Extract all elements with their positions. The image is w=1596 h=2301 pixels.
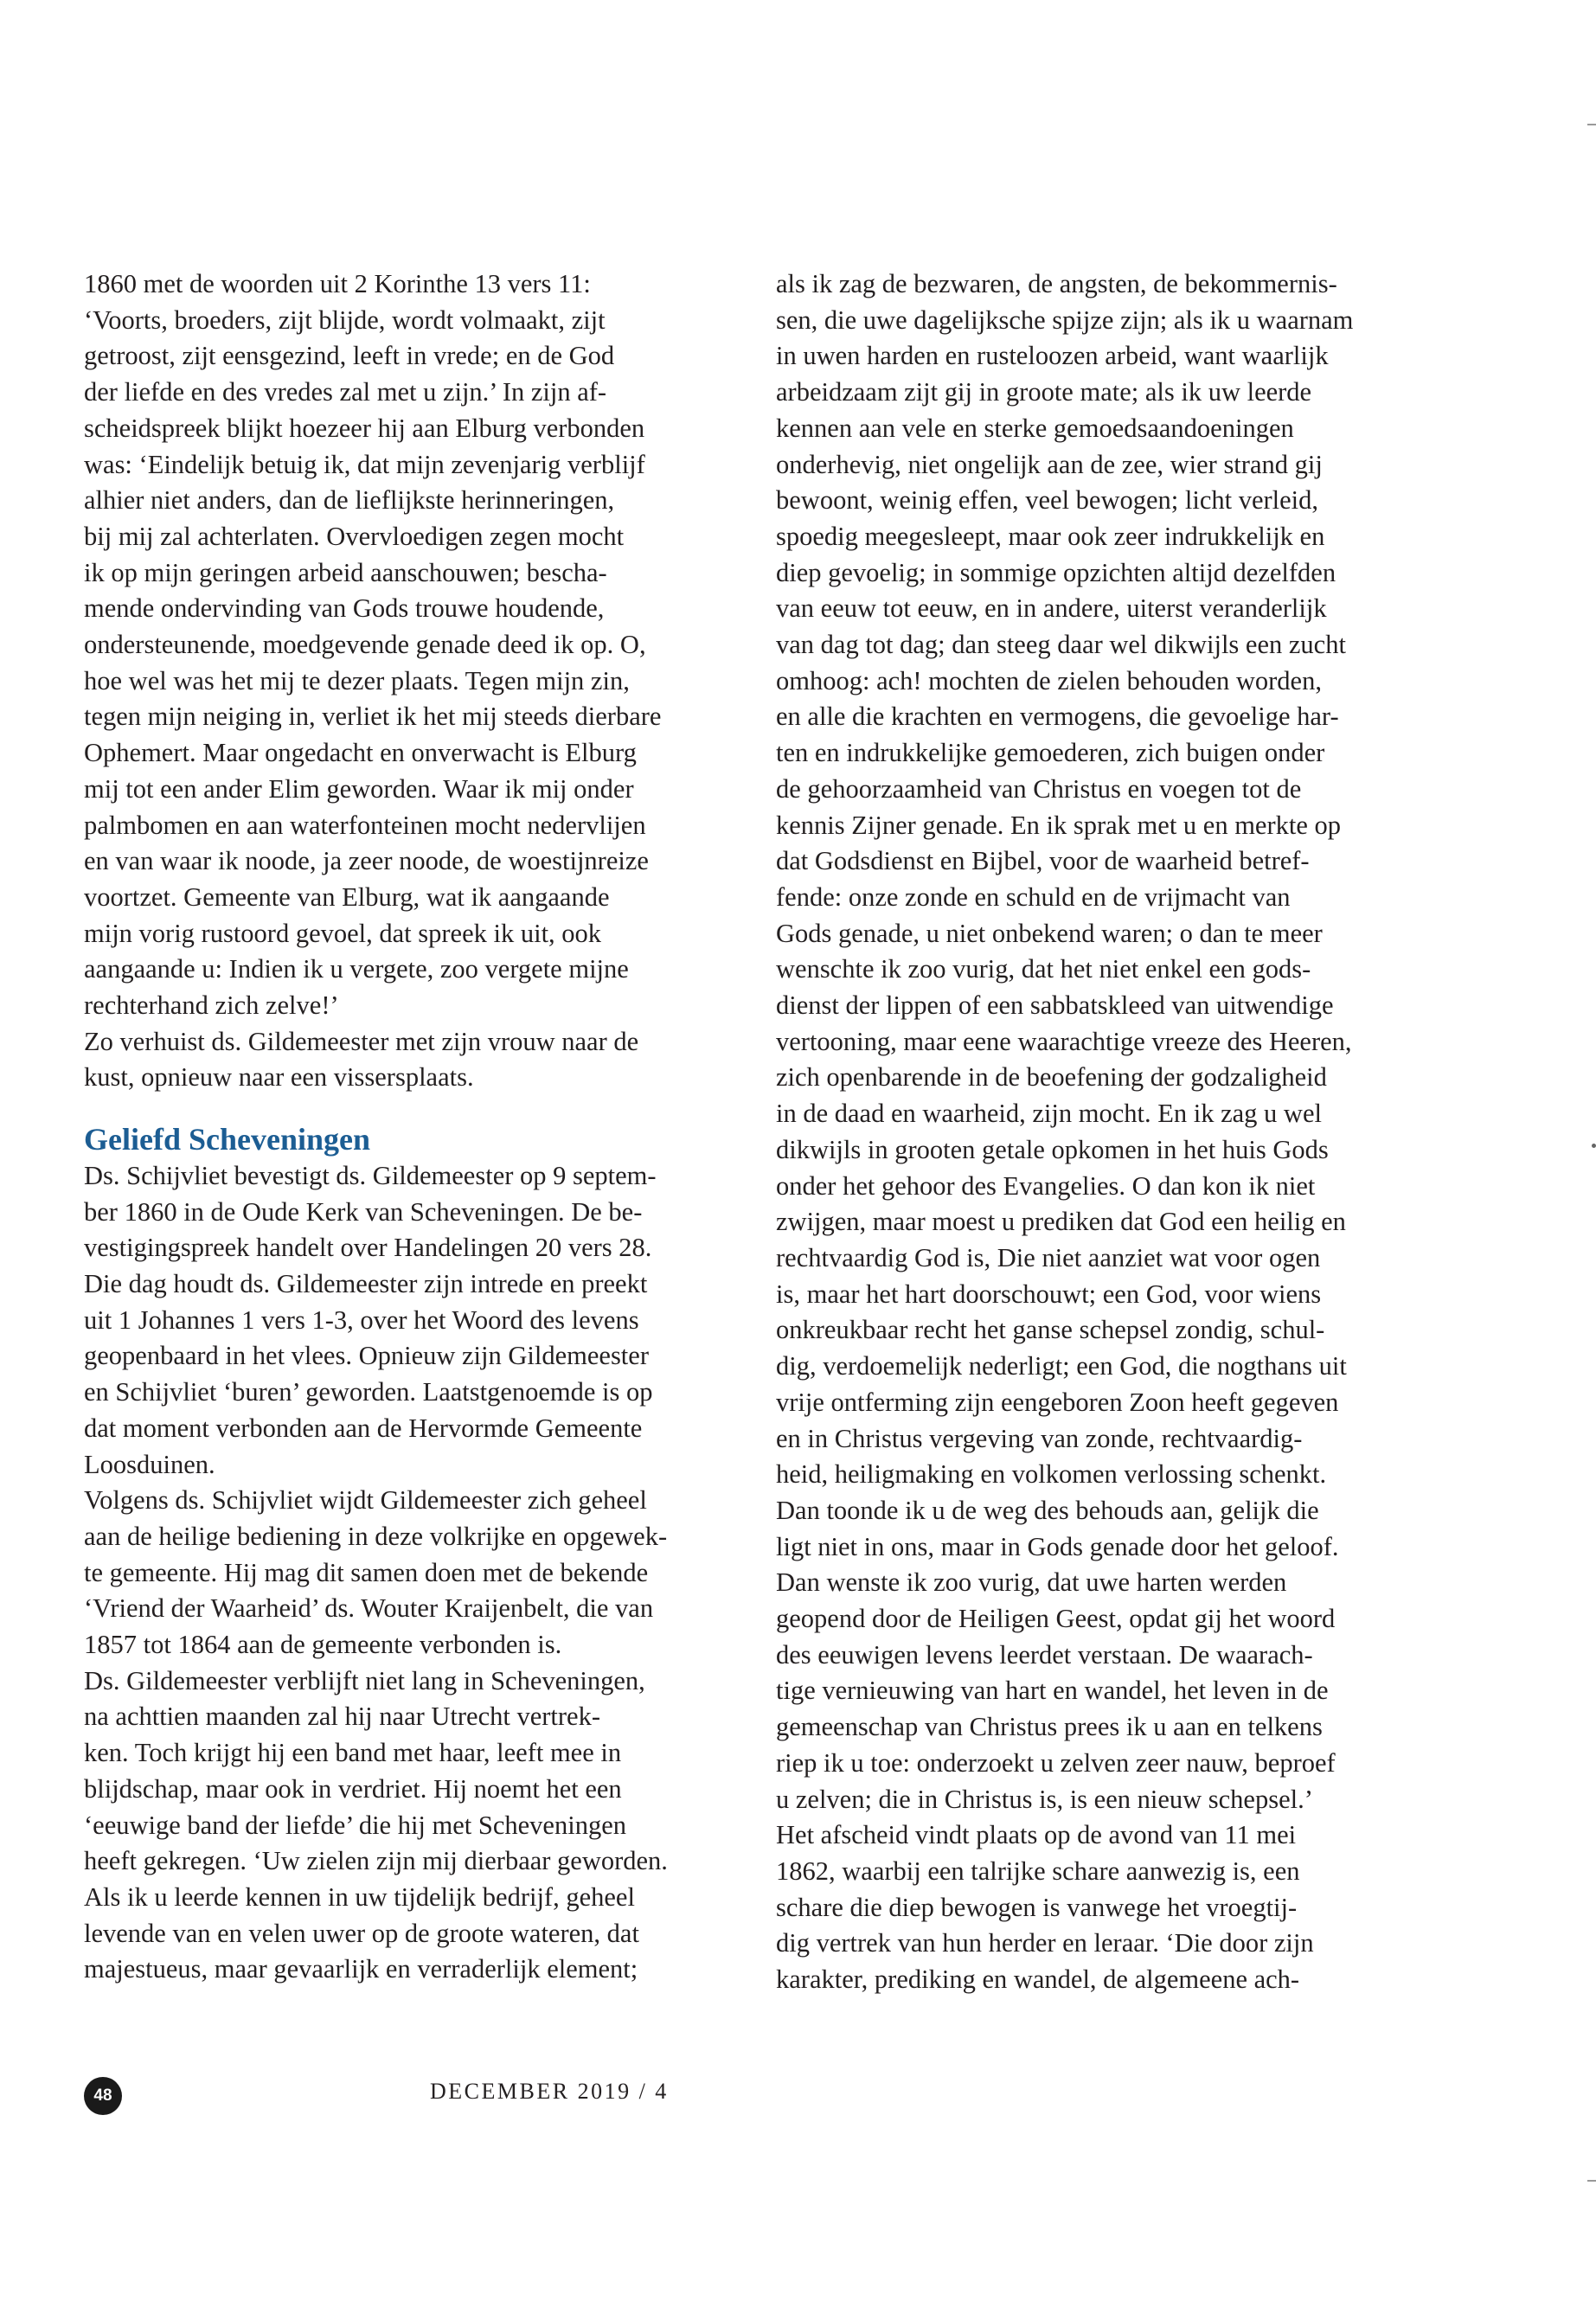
text-line: Dan wenste ik zoo vurig, dat uwe harten werden: [776, 1567, 1287, 1598]
paragraph-scheveningen: [84, 1158, 741, 1988]
text-line: rechtvaardig God is, Die niet aanziet wat voor ogen: [776, 1242, 1321, 1272]
text-line: tegen mijn neiging in, verliet ik het mij steeds dierbare: [84, 702, 662, 732]
text-line: bewoont, weinig effen, veel bewogen; licht verleid,: [776, 485, 1319, 516]
text-line: palmbomen en aan waterfonteinen mocht nedervlijen: [84, 810, 646, 840]
text-line: Zo verhuist ds. Gildemeester met zijn vrouw naar de: [84, 1026, 639, 1056]
text-line: uit 1 Johannes 1 vers 1-3, over het Woord des levens: [84, 1304, 639, 1335]
text-line: 1857 tot 1864 aan de gemeente verbonden is.: [84, 1630, 562, 1660]
text-line: u zelven; die in Christus is, is een nieuw schepsel.’: [776, 1784, 1313, 1814]
text-line: vestigingspreek handelt over Handelingen 20 vers 28.: [84, 1233, 652, 1263]
text-line: zich openbarende in de beoefening der godzaligheid: [776, 1062, 1327, 1093]
text-line: mijn vorig rustoord gevoel, dat spreek ik uit, ook: [84, 918, 602, 948]
text-line: is, maar het hart doorschouwt; een God, voor wiens: [776, 1279, 1322, 1309]
right-column: [776, 266, 1433, 1998]
text-line: mij tot een ander Elim geworden. Waar ik mij onder: [84, 773, 634, 804]
text-line: vertooning, maar eene waarachtige vreeze des Heeren,: [776, 1026, 1352, 1056]
text-line: en Schijvliet ‘buren’ geworden. Laatstgenoemde is op: [84, 1377, 653, 1407]
text-line: kennen aan vele en sterke gemoedsaandoeningen: [776, 413, 1294, 443]
text-line: levende van en velen uwer op de groote wateren, dat: [84, 1918, 639, 1948]
text-line: aan de heilige bediening in deze volkrijke en opgewek-: [84, 1521, 668, 1551]
text-line: dienst der lippen of een sabbatskleed van uitwendige: [776, 990, 1334, 1021]
page-number-badge: 48: [84, 2077, 122, 2115]
text-line: Ds. Gildemeester verblijft niet lang in Scheveningen,: [84, 1665, 645, 1695]
text-line: omhoog: ach! mochten de zielen behouden worden,: [776, 665, 1322, 695]
left-column: [84, 266, 741, 1988]
registration-dot: [1592, 1144, 1596, 1148]
text-line: Ds. Schijvliet bevestigt ds. Gildemeester op 9 septem-: [84, 1160, 657, 1190]
text-line: rechterhand zich zelve!’: [84, 990, 339, 1021]
text-line: onkreukbaar recht het ganse schepsel zondig, schul-: [776, 1315, 1325, 1345]
text-line: 1860 met de woorden uit 2 Korinthe 13 vers 11:: [84, 269, 591, 298]
text-line: arbeidzaam zijt gij in groote mate; als ik uw leerde: [776, 377, 1312, 407]
text-line: mende ondervinding van Gods trouwe houdende,: [84, 593, 605, 624]
text-line: in uwen harden en rusteloozen arbeid, want waarlijk: [776, 341, 1329, 371]
text-line: Dan toonde ik u de weg des behouds aan, gelijk die: [776, 1495, 1319, 1525]
text-line: de gehoorzaamheid van Christus en voegen tot de: [776, 773, 1302, 804]
text-line: in de daad en waarheid, zijn mocht. En ik zag u wel: [776, 1099, 1322, 1129]
text-line: als ik zag de bezwaren, de angsten, de bekommernis-: [776, 269, 1337, 298]
text-line: dikwijls in grooten getale opkomen in het huis Gods: [776, 1134, 1329, 1164]
text-line: dig vertrek van hun herder en leraar. ‘Die door zijn: [776, 1928, 1314, 1958]
text-line: ‘eeuwige band der liefde’ die hij met Scheveningen: [84, 1810, 626, 1840]
text-line: scheidspreek blijkt hoezeer hij aan Elburg verbonden: [84, 413, 645, 443]
crop-mark: [1587, 124, 1596, 125]
text-line: spoedig meegesleept, maar ook zeer indrukkelijk en: [776, 521, 1325, 551]
text-line: kust, opnieuw naar een vissersplaats.: [84, 1062, 474, 1093]
text-line: ondersteunende, moedgevende genade deed ik op. O,: [84, 630, 646, 660]
text-line: heid, heiligmaking en volkomen verlossing schenkt.: [776, 1459, 1327, 1490]
text-line: bij mij zal achterlaten. Overvloedigen zegen mocht: [84, 521, 625, 551]
paragraph-sermon-quote: [776, 266, 1433, 1998]
text-line: ik op mijn geringen arbeid aanschouwen; bescha-: [84, 557, 607, 587]
text-line: Die dag houdt ds. Gildemeester zijn intrede en preekt: [84, 1268, 648, 1298]
text-line: gemeenschap van Christus prees ik u aan en telkens: [776, 1712, 1323, 1742]
text-line: ber 1860 in de Oude Kerk van Scheveningen. De be-: [84, 1196, 643, 1227]
section-gap: [84, 1096, 741, 1122]
text-line: Loosduinen.: [84, 1449, 215, 1479]
text-line: dat Godsdienst en Bijbel, voor de waarheid betref-: [776, 846, 1310, 876]
text-line: ken. Toch krijgt hij een band met haar, leeft mee in: [84, 1738, 622, 1768]
text-line: te gemeente. Hij mag dit samen doen met de bekende: [84, 1557, 649, 1587]
text-line: en van waar ik noode, ja zeer noode, de woestijnreize: [84, 846, 649, 876]
text-line: en alle die krachten en vermogens, die gevoelige har-: [776, 702, 1339, 732]
text-line: zwijgen, maar moest u prediken dat God een heilig en: [776, 1207, 1346, 1237]
section-heading: Geliefd Scheveningen: [84, 1122, 370, 1157]
text-line: ligt niet in ons, maar in Gods genade door het geloof.: [776, 1531, 1339, 1561]
text-line: ten en indrukkelijke gemoederen, zich buigen onder: [776, 738, 1325, 768]
text-line: wenschte ik zoo vurig, dat het niet enkel een gods-: [776, 954, 1311, 984]
text-line: en in Christus vergeving van zonde, rechtvaardig-: [776, 1423, 1303, 1453]
text-line: geopenbaard in het vlees. Opnieuw zijn Gildemeester: [84, 1341, 649, 1371]
text-line: voortzet. Gemeente van Elburg, wat ik aangaande: [84, 881, 610, 912]
text-line: alhier niet anders, dan de lieflijkste herinneringen,: [84, 485, 615, 516]
text-line: tige vernieuwing van hart en wandel, het leven in de: [776, 1676, 1329, 1706]
text-line: van eeuw tot eeuw, en in andere, uiterst veranderlijk: [776, 593, 1327, 624]
text-line: riep ik u toe: onderzoekt u zelven zeer nauw, beproef: [776, 1747, 1336, 1778]
text-line: onderhevig, niet ongelijk aan de zee, wier strand gij: [776, 449, 1323, 479]
text-line: 1862, waarbij een talrijke schare aanwezig is, een: [776, 1856, 1300, 1886]
text-line: majestueus, maar gevaarlijk en verraderlijk element;: [84, 1954, 638, 1984]
text-line: getroost, zijt eensgezind, leeft in vrede; en de God: [84, 341, 615, 371]
paragraph-elburg-farewell: [84, 266, 741, 1096]
issue-label: DECEMBER 2019 / 4: [430, 2079, 669, 2104]
text-line: diep gevoelig; in sommige opzichten altijd dezelfden: [776, 557, 1336, 587]
text-line: Ophemert. Maar ongedacht en onverwacht is Elburg: [84, 738, 637, 768]
crop-mark: [1587, 2180, 1596, 2182]
text-line: Gods genade, u niet onbekend waren; o dan te meer: [776, 918, 1323, 948]
text-line: Als ik u leerde kennen in uw tijdelijk bedrijf, geheel: [84, 1881, 635, 1912]
text-line: na achttien maanden zal hij naar Utrecht vertrek-: [84, 1702, 600, 1732]
text-line: fende: onze zonde en schuld en de vrijmacht van: [776, 881, 1291, 912]
text-line: ‘Voorts, broeders, zijt blijde, wordt volmaakt, zijt: [84, 304, 606, 335]
text-line: blijdschap, maar ook in verdriet. Hij noemt het een: [84, 1773, 622, 1804]
text-line: hoe wel was het mij te dezer plaats. Tegen mijn zin,: [84, 665, 630, 695]
text-line: Volgens ds. Schijvliet wijdt Gildemeester zich geheel: [84, 1485, 647, 1516]
text-line: dig, verdoemelijk nederligt; een God, die nogthans uit: [776, 1351, 1347, 1381]
text-line: der liefde en des vredes zal met u zijn.’ In zijn af-: [84, 377, 607, 407]
text-line: Het afscheid vindt plaats op de avond van 11 mei: [776, 1820, 1297, 1850]
text-line: onder het gehoor des Evangelies. O dan kon ik niet: [776, 1170, 1316, 1201]
text-line: kennis Zijner genade. En ik sprak met u en merkte op: [776, 810, 1342, 840]
text-line: dat moment verbonden aan de Hervormde Gemeente: [84, 1413, 643, 1443]
text-line: schare die diep bewogen is vanwege het vroegtij-: [776, 1892, 1298, 1922]
text-line: karakter, prediking en wandel, de algemeene ach-: [776, 1965, 1300, 1995]
text-line: sen, die uwe dagelijksche spijze zijn; als ik u waarnam: [776, 304, 1354, 335]
text-line: was: ‘Eindelijk betuig ik, dat mijn zevenjarig verblijf: [84, 449, 645, 479]
text-line: ‘Vriend der Waarheid’ ds. Wouter Kraijenbelt, die van: [84, 1593, 654, 1624]
text-line: vrije ontferming zijn eengeboren Zoon heeft gegeven: [776, 1387, 1339, 1417]
text-line: geopend door de Heiligen Geest, opdat gij het woord: [776, 1604, 1336, 1634]
text-line: aangaande u: Indien ik u vergete, zoo vergete mijne: [84, 954, 629, 984]
text-line: heeft gekregen. ‘Uw zielen zijn mij dierbaar geworden.: [84, 1846, 668, 1876]
text-line: des eeuwigen levens leerdet verstaan. De waarach-: [776, 1639, 1313, 1670]
text-line: van dag tot dag; dan steeg daar wel dikwijls een zucht: [776, 630, 1346, 660]
